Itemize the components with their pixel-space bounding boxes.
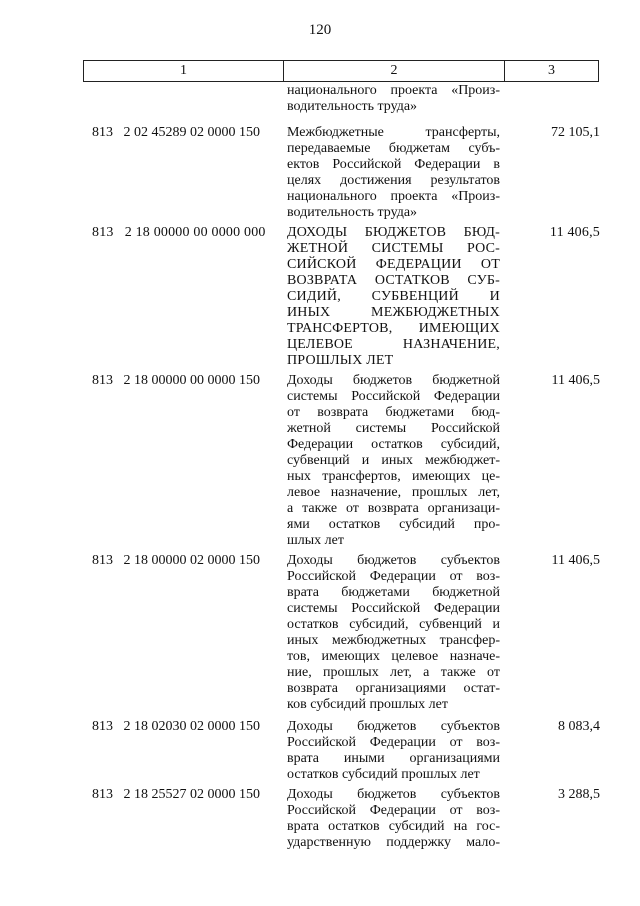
table-header — [83, 60, 599, 82]
row-code: 813 2 18 00000 00 0000 000 — [92, 225, 266, 240]
description-line: Доходы бюджетов субъектов — [287, 553, 500, 568]
description-line: ние, прошлых лет, а также от — [287, 665, 500, 680]
row-amount: 72 105,1 — [551, 125, 600, 140]
description-line: системы Российской Федерации — [287, 601, 500, 616]
description-line: иных межбюджетных трансфер- — [287, 633, 500, 648]
row-description — [287, 719, 500, 783]
row-description — [287, 125, 500, 221]
column-header-2: 2 — [284, 61, 505, 81]
description-line: ЦЕЛЕВОЕ НАЗНАЧЕНИЕ, — [287, 337, 500, 352]
description-line: возврата организациями остат- — [287, 681, 500, 696]
description-line: Доходы бюджетов бюджетной — [287, 373, 500, 388]
table-body — [0, 83, 640, 855]
row-description — [287, 553, 500, 713]
table-row — [0, 719, 640, 787]
row-amount: 11 406,5 — [551, 373, 600, 388]
description-line: ВОЗВРАТА ОСТАТКОВ СУБ- — [287, 273, 500, 288]
row-amount: 11 406,5 — [551, 553, 600, 568]
description-line: субвенций и иных межбюджет- — [287, 453, 500, 468]
description-line: Российской Федерации от воз- — [287, 735, 500, 750]
row-amount: 3 288,5 — [558, 787, 600, 802]
row-description — [287, 225, 500, 369]
description-line: врата иными организациями — [287, 751, 500, 766]
description-line: остатков субсидий, субвенций и — [287, 617, 500, 632]
row-code: 813 2 02 45289 02 0000 150 — [92, 125, 260, 140]
description-line: системы Российской Федерации — [287, 389, 500, 404]
description-line: ДОХОДЫ БЮДЖЕТОВ БЮД- — [287, 225, 500, 240]
description-line: ектов Российской Федерации в — [287, 157, 500, 172]
row-description — [287, 83, 500, 115]
row-description — [287, 373, 500, 549]
description-line: ЖЕТНОЙ СИСТЕМЫ РОС- — [287, 241, 500, 256]
description-line: тов, имеющих целевое назначе- — [287, 649, 500, 664]
table-row — [0, 553, 640, 719]
description-line: а также от возврата организаци- — [287, 501, 500, 516]
table-row — [0, 125, 640, 225]
description-line: Российской Федерации от воз- — [287, 569, 500, 584]
description-line: национального проекта «Произ- — [287, 189, 500, 204]
description-line: Межбюджетные трансферты, — [287, 125, 500, 140]
description-line: ПРОШЛЫХ ЛЕТ — [287, 353, 394, 368]
description-line: шлых лет — [287, 533, 344, 548]
description-line: жетной системы Российской — [287, 421, 500, 436]
description-line: Доходы бюджетов субъектов — [287, 787, 500, 802]
row-code: 813 2 18 02030 02 0000 150 — [92, 719, 260, 734]
table-row — [0, 225, 640, 373]
description-line: ИНЫХ МЕЖБЮДЖЕТНЫХ — [287, 305, 500, 320]
description-line: целях достижения результатов — [287, 173, 500, 188]
table-row — [0, 373, 640, 553]
table-row — [0, 83, 640, 125]
description-line: Российской Федерации от воз- — [287, 803, 500, 818]
description-line: ями остатков субсидий про- — [287, 517, 500, 532]
description-line: Доходы бюджетов субъектов — [287, 719, 500, 734]
row-code: 813 2 18 25527 02 0000 150 — [92, 787, 260, 802]
description-line: ных трансфертов, имеющих це- — [287, 469, 500, 484]
description-line: СИДИЙ, СУБВЕНЦИЙ И — [287, 289, 500, 304]
description-line: врата остатков субсидий на гос- — [287, 819, 500, 834]
description-line: Федерации остатков субсидий, — [287, 437, 500, 452]
row-description — [287, 787, 500, 851]
description-line: от возврата бюджетами бюд- — [287, 405, 500, 420]
row-code: 813 2 18 00000 00 0000 150 — [92, 373, 260, 388]
description-line: ТРАНСФЕРТОВ, ИМЕЮЩИХ — [287, 321, 500, 336]
row-code: 813 2 18 00000 02 0000 150 — [92, 553, 260, 568]
description-line: передаваемые бюджетам субъ- — [287, 141, 500, 156]
description-line: остатков субсидий прошлых лет — [287, 767, 480, 782]
page-number: 120 — [308, 22, 332, 38]
description-line: СИЙСКОЙ ФЕДЕРАЦИИ ОТ — [287, 257, 500, 272]
description-line: водительность труда» — [287, 99, 418, 114]
column-header-1: 1 — [84, 61, 284, 81]
description-line: левое назначение, прошлых лет, — [287, 485, 500, 500]
description-line: врата бюджетами бюджетной — [287, 585, 500, 600]
description-line: ударственную поддержку мало- — [287, 835, 500, 850]
row-amount: 11 406,5 — [549, 225, 600, 240]
table-row — [0, 787, 640, 855]
description-line: ков субсидий прошлых лет — [287, 697, 448, 712]
column-header-3: 3 — [548, 63, 555, 78]
description-line: национального проекта «Произ- — [287, 83, 500, 98]
description-line: водительность труда» — [287, 205, 418, 220]
row-amount: 8 083,4 — [558, 719, 600, 734]
